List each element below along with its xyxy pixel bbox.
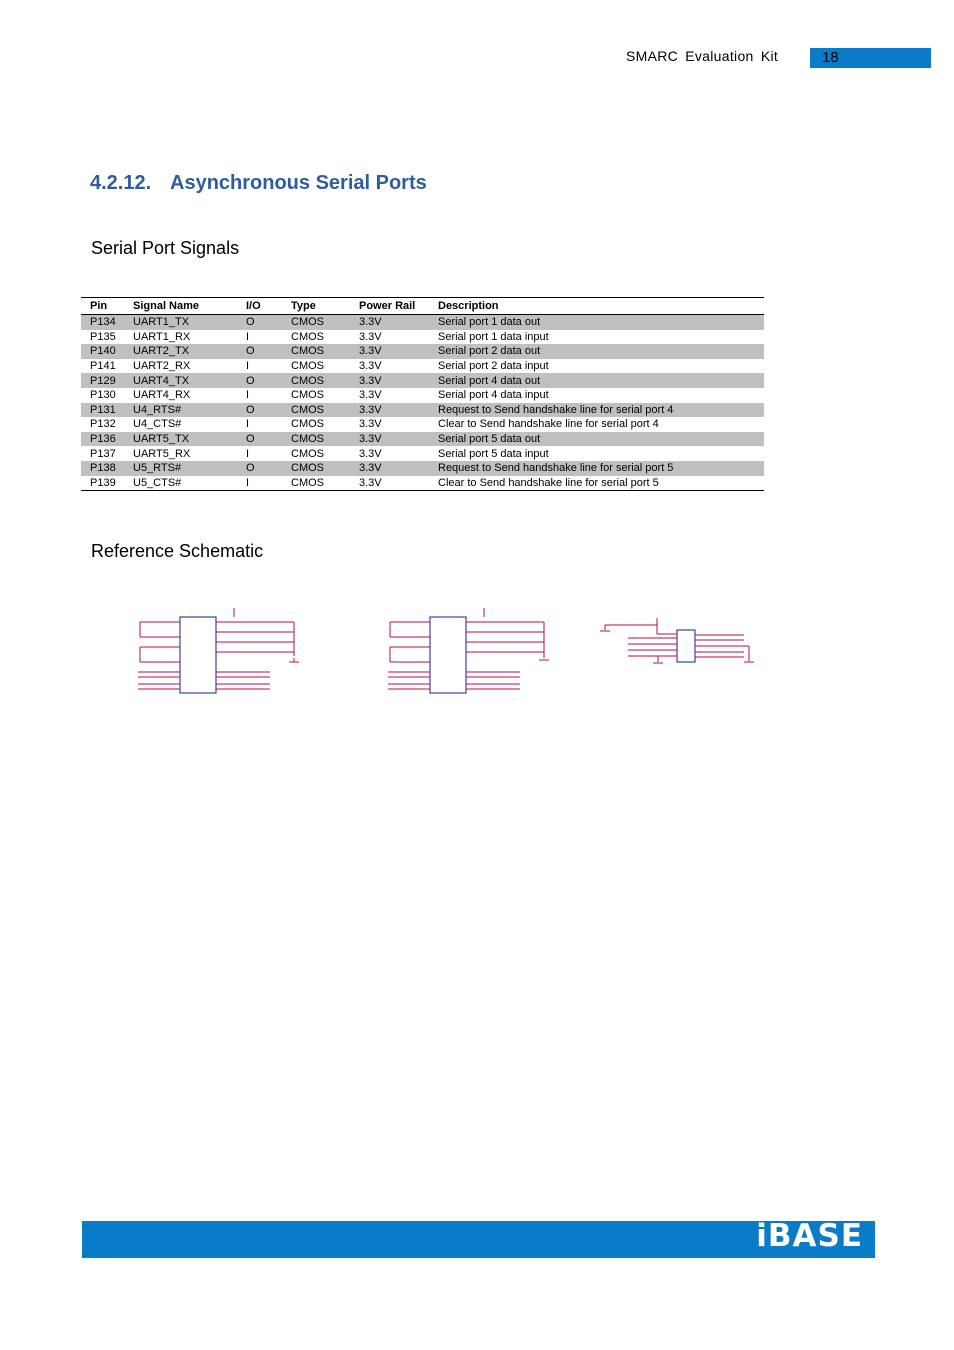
cell-io: I [246, 418, 250, 431]
table-row [81, 315, 764, 330]
table-row [81, 330, 764, 345]
cell-io: O [237, 373, 282, 388]
schematic-block-1 [138, 608, 299, 693]
page-number: 18 [822, 49, 839, 66]
cell-pin: P129 [81, 373, 124, 388]
cell-io: I [246, 447, 250, 460]
cell-io: I [237, 476, 282, 491]
table-row [81, 344, 764, 359]
cell-signal-name: U5_CTS# [124, 476, 237, 491]
table-row [81, 403, 764, 418]
table-row [81, 461, 764, 476]
ibase-logo: iBASE [756, 1218, 863, 1254]
serial-port-signals-table [81, 297, 764, 491]
section-title-text: Asynchronous Serial Ports [170, 172, 427, 194]
cell-io: O [237, 344, 282, 359]
cell-io: O [237, 432, 282, 447]
col-signal-name: Signal Name [124, 298, 237, 315]
subheading-serial-port-signals: Serial Port Signals [91, 238, 240, 258]
cell-pin: P135 [90, 330, 116, 343]
cell-pin: P139 [81, 476, 124, 491]
table-row [81, 446, 764, 461]
cell-power-rail: 3.3V [359, 447, 382, 460]
col-power-rail: Power Rail [350, 298, 429, 315]
table-row [81, 373, 764, 388]
cell-description: Clear to Send handshake line for serial port 5 [429, 476, 764, 491]
cell-pin: P141 [90, 360, 116, 373]
col-type: Type [282, 298, 350, 315]
cell-type: CMOS [282, 432, 350, 447]
cell-signal-name: UART2_RX [133, 360, 191, 373]
cell-power-rail: 3.3V [350, 432, 429, 447]
cell-power-rail: 3.3V [359, 389, 382, 402]
cell-description: Serial port 5 data out [429, 432, 764, 447]
cell-type: CMOS [282, 461, 350, 476]
table-row [81, 476, 764, 491]
cell-io: I [246, 389, 250, 402]
cell-description: Request to Send handshake line for serial port 5 [429, 461, 764, 476]
schematic-block-2 [388, 608, 549, 693]
table-row [81, 417, 764, 432]
cell-type: CMOS [291, 418, 324, 431]
cell-io: I [246, 330, 250, 343]
cell-signal-name: UART5_RX [133, 447, 191, 460]
cell-power-rail: 3.3V [350, 476, 429, 491]
cell-pin: P140 [81, 344, 124, 359]
cell-description: Serial port 1 data input [438, 330, 549, 343]
cell-io: O [237, 403, 282, 418]
cell-power-rail: 3.3V [359, 330, 382, 343]
cell-description: Serial port 1 data out [429, 315, 764, 330]
cell-description: Serial port 4 data out [429, 373, 764, 388]
cell-type: CMOS [291, 360, 324, 373]
cell-signal-name: UART1_RX [133, 330, 191, 343]
cell-power-rail: 3.3V [350, 461, 429, 476]
cell-type: CMOS [291, 447, 324, 460]
cell-signal-name: UART4_TX [124, 373, 237, 388]
cell-description: Serial port 2 data input [438, 360, 549, 373]
cell-type: CMOS [291, 330, 324, 343]
cell-description: Serial port 4 data input [438, 389, 549, 402]
header-page-bar [810, 48, 931, 68]
cell-signal-name: UART4_RX [133, 389, 191, 402]
cell-pin: P132 [90, 418, 116, 431]
table-body [81, 315, 764, 491]
footer-bar [82, 1218, 875, 1258]
cell-pin: P130 [90, 389, 116, 402]
header-title: SMARC Evaluation Kit [626, 48, 779, 64]
cell-io: O [237, 315, 282, 330]
cell-pin: P138 [81, 461, 124, 476]
cell-type: CMOS [282, 373, 350, 388]
col-io: I/O [237, 298, 282, 315]
cell-signal-name: U4_RTS# [124, 403, 237, 418]
col-pin: Pin [81, 298, 124, 315]
cell-type: CMOS [282, 476, 350, 491]
cell-description: Serial port 2 data out [429, 344, 764, 359]
cell-pin: P137 [90, 447, 116, 460]
table-row [81, 359, 764, 374]
cell-type: CMOS [282, 344, 350, 359]
table-header-row [81, 298, 764, 315]
section-title [90, 172, 427, 195]
cell-power-rail: 3.3V [350, 373, 429, 388]
schematic-block-3 [600, 618, 754, 663]
cell-signal-name: UART5_TX [124, 432, 237, 447]
section-number: 4.2.12. [90, 172, 152, 194]
cell-signal-name: UART1_TX [124, 315, 237, 330]
cell-power-rail: 3.3V [350, 403, 429, 418]
cell-signal-name: U4_CTS# [133, 418, 182, 431]
cell-signal-name: UART2_TX [124, 344, 237, 359]
cell-type: CMOS [282, 403, 350, 418]
cell-signal-name: U5_RTS# [124, 461, 237, 476]
cell-power-rail: 3.3V [350, 315, 429, 330]
reference-schematic [130, 600, 760, 700]
cell-io: O [237, 461, 282, 476]
cell-type: CMOS [291, 389, 324, 402]
cell-power-rail: 3.3V [359, 360, 382, 373]
cell-power-rail: 3.3V [350, 344, 429, 359]
cell-description: Clear to Send handshake line for serial port 4 [438, 418, 659, 431]
subheading-reference-schematic: Reference Schematic [91, 541, 264, 561]
table-row [81, 388, 764, 403]
cell-io: I [246, 360, 250, 373]
cell-pin: P134 [81, 315, 124, 330]
cell-power-rail: 3.3V [359, 418, 382, 431]
cell-type: CMOS [282, 315, 350, 330]
cell-pin: P131 [81, 403, 124, 418]
cell-description: Request to Send handshake line for serial port 4 [429, 403, 764, 418]
cell-pin: P136 [81, 432, 124, 447]
table-row [81, 432, 764, 447]
cell-description: Serial port 5 data input [438, 447, 549, 460]
col-description: Description [429, 298, 764, 315]
